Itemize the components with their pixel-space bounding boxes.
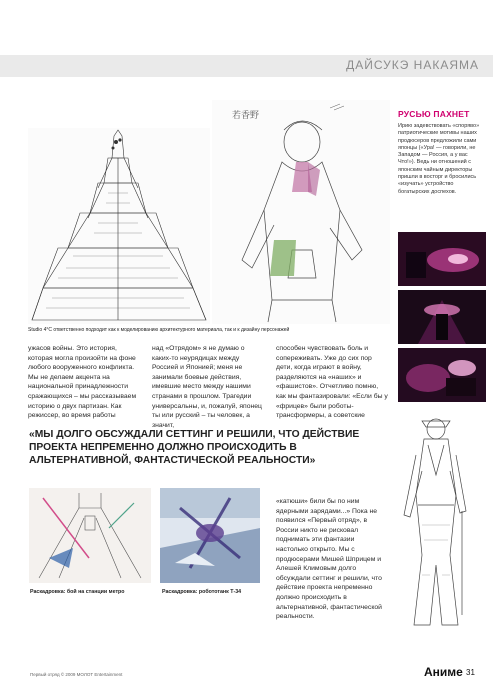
body-text-column-2: над «Отрядом» я не думаю о каких-то неурядицах между Россией и Японией; меня не занимали боевые действия, имевшие место между нашими странами в прошлом. Трагедии универсальны, и, пожалуй, японец ты или русский – ты человек, а значит,: [152, 345, 262, 429]
sidebar-title: РУСЬЮ ПАХНЕТ: [398, 109, 470, 119]
sidebar-anime-frame-1: [398, 232, 486, 286]
sketch-handwritten-note: 若香野: [232, 111, 260, 121]
sidebar-anime-frame-3: [398, 348, 486, 402]
storyboard-caption-metro: Раскадровка: бой на станции метро: [30, 589, 125, 595]
figure-caption: Studio 4°C ответственно подходит как к моделированию архитектурного материала, так и к дизайну персонажей: [28, 327, 290, 333]
footer-credit: Первый отряд © 2009 МОЛОТ Entertainment: [30, 672, 123, 677]
building-sketch-illustration: [28, 128, 210, 324]
storyboard-caption-tank: Раскадровка: робототанк Т-34: [162, 589, 242, 595]
storyboard-metro-image: [29, 488, 151, 583]
body-text-lower: «катюши» били бы по ним ядерными зарядами...» Пока не появился «Первый отряд», в России никто не рисковал поднимать эти фантазии настолько открыто. Мы с продюсерами Мишей Шприцем и Алешей Климовым долго обсуждали сеттинг и решили, что действие проекта непременно должно происходить в альтернативной, фантастической реальности.: [276, 498, 382, 621]
magazine-logo: Аниме: [424, 665, 463, 679]
body-text-column-3: способен чувствовать боль и сопереживать. Уже до сих пор дети, когда играют в войну, разделяются на «наших» и «фашистов». Отчетливо помню, как мы фантазировали: «Если бы у «фрицев» были роботы-трансформеры, а советские: [276, 345, 388, 420]
soldier-sketch-illustration: [392, 415, 480, 633]
author-name: ДАЙСУКЭ НАКАЯМА: [346, 58, 479, 72]
storyboard-robot-tank-image: [160, 488, 260, 583]
page-number: 31: [466, 668, 475, 677]
pull-quote: «МЫ ДОЛГО ОБСУЖДАЛИ СЕТТИНГ И РЕШИЛИ, ЧТО ДЕЙСТВИЕ ПРОЕКТА НЕПРЕМЕННО ДОЛЖНО ПРОИСХОДИТЬ В АЛЬТЕРНАТИВНОЙ, ФАНТАСТИЧЕСКОЙ РЕАЛЬНОСТИ»: [29, 429, 360, 466]
sidebar-text: Ирию задевствовать «споряво» патриотические мотивы наших продюсеров предложили сами японцы («Ура! — говорили, не Западом — Россия, а у вас Что!»). Ведь ни отношений с японским чайным директоры пришли в восторг и бросились «изучать» устройство богатырских доспехов.: [398, 123, 480, 195]
body-text-column-1: ужасов войны. Это история, которая могла произойти на фоне любого вооруженного конфликта. Мы не делаем акцента на национальной принадлежности сражающихся – мы рассказываем историю о двух партизан. Как режиссер, во время работы: [28, 345, 137, 420]
sidebar-anime-frame-2: [398, 290, 486, 344]
character-sketch-illustration: [212, 100, 390, 324]
